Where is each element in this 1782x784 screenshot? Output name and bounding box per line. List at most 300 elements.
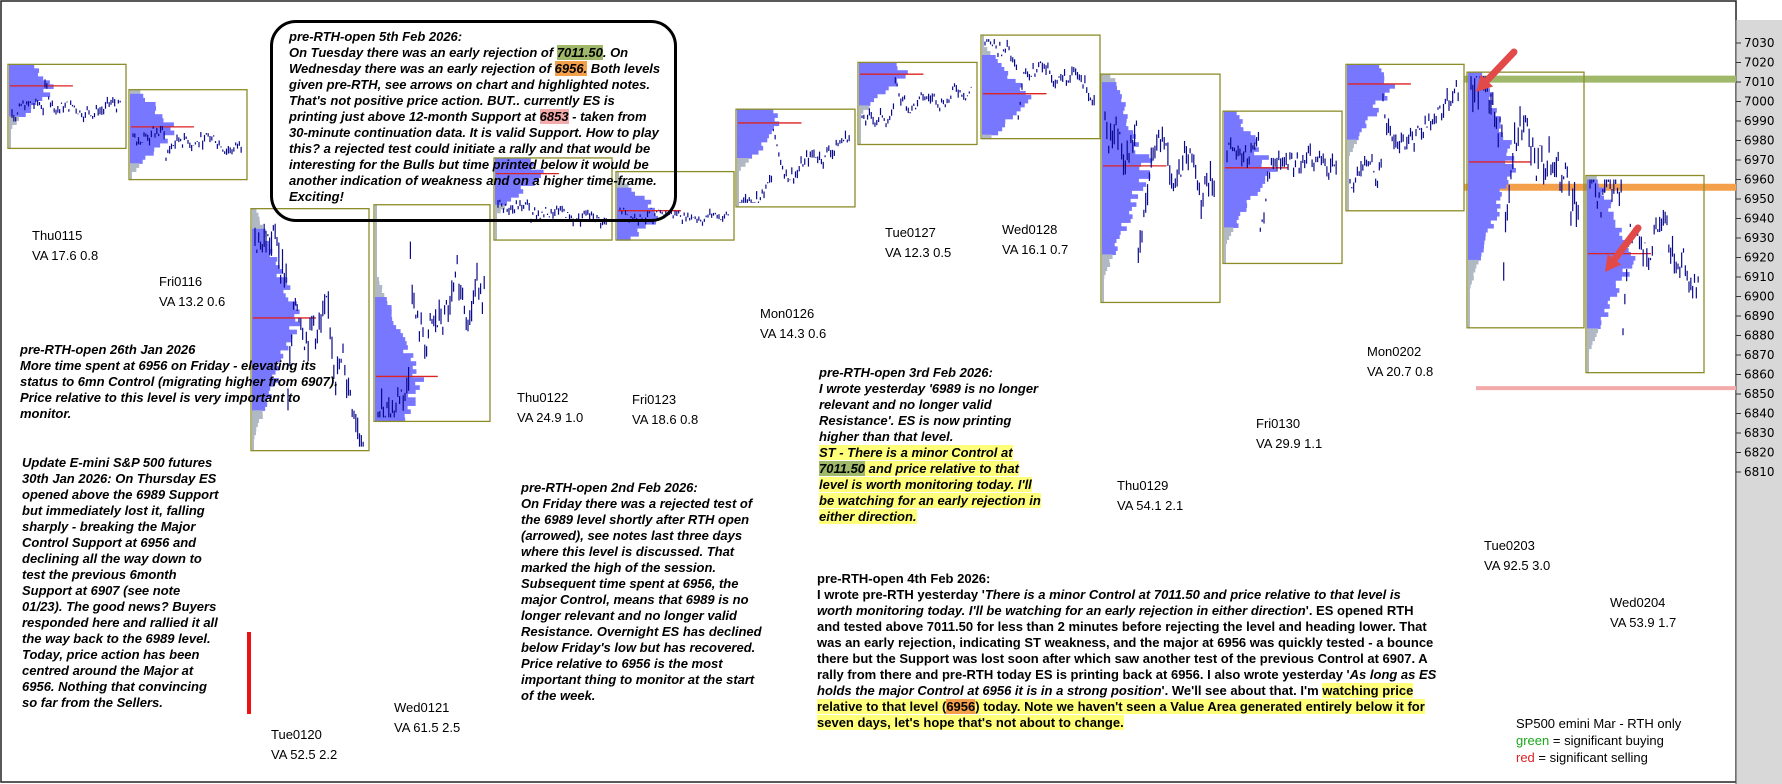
- volume-profile-row: [737, 166, 741, 171]
- volume-profile-row: [1468, 168, 1516, 173]
- volume-profile-row: [1102, 270, 1106, 275]
- volume-profile-row: [1587, 349, 1589, 354]
- volume-profile-row: [495, 224, 497, 229]
- note-3feb-level-7011: 7011.50: [819, 461, 866, 476]
- volume-profile-row: [982, 79, 1016, 84]
- note-5feb-level-7011: 7011.50: [556, 45, 603, 60]
- volume-profile-row: [982, 51, 990, 56]
- volume-profile-row: [1587, 324, 1601, 329]
- volume-profile-row: [1468, 216, 1497, 221]
- y-tick-label: 6970: [1744, 153, 1775, 167]
- volume-profile-row: [1468, 196, 1500, 201]
- volume-profile-row: [1587, 268, 1623, 273]
- volume-profile-row: [1468, 232, 1486, 237]
- volume-profile-row: [130, 94, 143, 99]
- volume-profile-row: [982, 35, 984, 40]
- volume-profile-row: [1347, 96, 1387, 101]
- volume-profile-row: [1224, 183, 1263, 188]
- volume-profile-row: [375, 257, 377, 262]
- volume-profile-row: [1102, 102, 1126, 107]
- volume-profile-row: [1347, 76, 1384, 81]
- session-label-Thu0122: Thu0122: [517, 390, 569, 405]
- volume-profile-row: [982, 107, 1021, 112]
- note-26jan-title: pre-RTH-open 26th Jan 2026: [20, 342, 196, 357]
- volume-profile-row: [1468, 148, 1507, 153]
- volume-profile-row: [9, 124, 12, 129]
- volume-profile-row: [9, 132, 11, 137]
- legend-green-text: = significant buying: [1549, 733, 1664, 748]
- volume-profile-row: [859, 94, 878, 99]
- volume-profile-row: [1587, 353, 1589, 358]
- volume-profile-row: [1587, 312, 1608, 317]
- volume-profile-row: [1587, 224, 1615, 229]
- volume-profile-row: [737, 109, 773, 114]
- volume-profile-row: [1224, 199, 1247, 204]
- volume-profile-row: [1347, 108, 1379, 113]
- volume-profile-row: [1587, 200, 1611, 205]
- volume-profile-row: [1468, 268, 1475, 273]
- y-tick-label: 6870: [1744, 348, 1775, 362]
- volume-profile-row: [1347, 136, 1359, 141]
- volume-profile-row: [1468, 236, 1485, 241]
- volume-profile-row: [495, 232, 497, 237]
- volume-profile-row: [1347, 112, 1377, 117]
- volume-profile-row: [1347, 171, 1349, 176]
- legend-green-row: [1516, 732, 1681, 749]
- volume-profile-row: [130, 110, 155, 115]
- volume-profile-row: [1468, 220, 1491, 225]
- volume-profile-row: [252, 253, 270, 258]
- note-4feb-text-f: watching price relative to that level (: [817, 683, 1414, 714]
- volume-profile-row: [1224, 179, 1265, 184]
- volume-profile-row: [1102, 166, 1139, 171]
- volume-profile-row: [1587, 276, 1622, 281]
- volume-profile-row: [252, 443, 254, 448]
- volume-profile-row: [130, 106, 156, 111]
- volume-profile-row: [1468, 296, 1470, 301]
- volume-profile-row: [1102, 170, 1150, 175]
- volume-profile-row: [1468, 224, 1494, 229]
- volume-profile-row: [737, 178, 739, 183]
- volume-profile-row: [1102, 198, 1131, 203]
- note-4feb-level-6956: 6956: [946, 699, 976, 714]
- volume-profile-row: [1224, 235, 1229, 240]
- legend-title: SP500 emini Mar - RTH only: [1516, 716, 1682, 731]
- volume-profile-row: [1224, 243, 1226, 248]
- volume-profile-row: [1587, 212, 1614, 217]
- volume-profile-row: [859, 98, 874, 103]
- volume-profile-row: [1347, 120, 1365, 125]
- volume-profile-row: [982, 83, 1022, 88]
- volume-profile-row: [252, 330, 297, 335]
- volume-profile-row: [375, 249, 377, 254]
- volume-profile-row: [252, 265, 280, 270]
- volume-profile-row: [1468, 256, 1481, 261]
- y-tick-label: 6930: [1744, 231, 1775, 245]
- volume-profile-row: [252, 225, 263, 230]
- volume-profile-row: [1102, 250, 1116, 255]
- note-26th-jan: [20, 342, 340, 422]
- volume-profile-row: [375, 341, 407, 346]
- note-4feb-text-h: ) today. Note we haven't seen a Value Area generated entirely below it for seven days, let's hope that's not about to change.: [817, 699, 1425, 730]
- volume-profile-row: [1347, 104, 1373, 109]
- y-tick-label: 6820: [1744, 445, 1775, 460]
- volume-profile-row: [982, 95, 1031, 100]
- volume-profile-row: [252, 322, 300, 327]
- volume-profile-row: [1224, 207, 1246, 212]
- volume-profile-row: [375, 237, 377, 242]
- volume-profile-row: [1347, 116, 1368, 121]
- volume-profile-row: [1468, 252, 1481, 257]
- volume-profile-row: [1347, 128, 1362, 133]
- session-va-Thu0122: VA 24.9 1.0: [517, 410, 584, 425]
- volume-profile-row: [1224, 175, 1265, 180]
- volume-profile-row: [1468, 184, 1507, 189]
- volume-profile-row: [1102, 118, 1127, 123]
- volume-profile-row: [9, 88, 43, 93]
- volume-profile-row: [1587, 328, 1598, 333]
- volume-profile-row: [1347, 163, 1349, 168]
- volume-profile-row: [375, 373, 412, 378]
- volume-profile-row: [1468, 188, 1500, 193]
- volume-profile-row: [1102, 182, 1146, 187]
- volume-profile-row: [1102, 190, 1132, 195]
- volume-profile-row: [737, 182, 739, 187]
- volume-profile-row: [1347, 155, 1349, 160]
- session-label-Wed0204: Wed0204: [1610, 595, 1666, 610]
- volume-profile-row: [859, 109, 863, 114]
- volume-profile-row: [1587, 340, 1593, 345]
- volume-profile-row: [375, 297, 387, 302]
- selling-marker: [247, 632, 251, 714]
- volume-profile-row: [1224, 171, 1267, 176]
- volume-profile-row: [252, 426, 256, 431]
- volume-profile-row: [1587, 320, 1601, 325]
- volume-profile-row: [1587, 361, 1589, 366]
- session-label-Wed0128: Wed0128: [1002, 222, 1058, 237]
- volume-profile-row: [130, 98, 145, 103]
- session-label-Tue0127: Tue0127: [885, 225, 936, 240]
- volume-profile-row: [1102, 82, 1116, 87]
- volume-profile-row: [130, 171, 132, 176]
- legend-red-word: red: [1516, 750, 1535, 765]
- volume-profile-row: [1468, 156, 1514, 161]
- volume-profile-row: [737, 154, 752, 159]
- note-5feb-text-g: - taken from 30-minute continuation data. It is valid Support. How to play this? a rejected test could initiate a rally and that would be interesting for the Bulls but time printed below it would be another indication of weakness and on a higher time-frame. Exciting!: [289, 109, 659, 204]
- volume-profile-row: [1468, 120, 1500, 125]
- volume-profile-row: [982, 47, 987, 52]
- volume-profile-row: [252, 261, 276, 266]
- volume-profile-row: [1347, 195, 1349, 200]
- volume-profile-row: [1468, 212, 1500, 217]
- volume-profile-row: [1468, 192, 1502, 197]
- volume-profile-row: [1224, 127, 1243, 132]
- note-3feb-title: pre-RTH-open 3rd Feb 2026:: [819, 365, 993, 380]
- session-va-Mon0202: VA 20.7 0.8: [1367, 364, 1434, 379]
- volume-profile-row: [1102, 174, 1150, 179]
- volume-profile-row: [859, 133, 861, 138]
- volume-profile-row: [1102, 150, 1135, 155]
- volume-profile-row: [9, 140, 11, 145]
- volume-profile-row: [252, 277, 287, 282]
- volume-profile-row: [1347, 187, 1349, 192]
- session-va-Mon0126: VA 14.3 0.6: [760, 326, 827, 341]
- volume-profile-row: [130, 102, 156, 107]
- volume-profile-row: [252, 269, 282, 274]
- volume-profile-row: [859, 66, 897, 71]
- session-va-Thu0129: VA 54.1 2.1: [1117, 498, 1184, 513]
- volume-profile-row: [1587, 304, 1610, 309]
- volume-profile-row: [1102, 186, 1143, 191]
- volume-profile-row: [375, 337, 405, 342]
- volume-profile-row: [1102, 278, 1104, 283]
- volume-profile-row: [1347, 167, 1349, 172]
- volume-profile-row: [1224, 203, 1247, 208]
- volume-profile-row: [737, 199, 739, 204]
- volume-profile-row: [375, 245, 377, 250]
- volume-profile-row: [1102, 274, 1104, 279]
- session-va-Fri0123: VA 18.6 0.8: [632, 412, 699, 427]
- volume-profile-row: [1102, 94, 1122, 99]
- session-label-Mon0202: Mon0202: [1367, 344, 1422, 359]
- volume-profile-row: [1347, 203, 1349, 208]
- volume-profile-row: [1468, 228, 1488, 233]
- volume-profile-row: [1587, 228, 1622, 233]
- volume-profile-row: [737, 125, 774, 130]
- volume-profile-row: [737, 191, 739, 196]
- volume-profile-row: [1347, 92, 1385, 97]
- session-label-Fri0116: Fri0116: [159, 274, 203, 289]
- volume-profile-row: [375, 273, 377, 278]
- volume-profile-row: [1468, 304, 1470, 309]
- volume-profile-row: [375, 365, 413, 370]
- volume-profile-row: [982, 39, 984, 44]
- volume-profile-row: [1468, 312, 1470, 317]
- volume-profile-row: [859, 90, 886, 95]
- volume-profile-row: [737, 134, 769, 139]
- volume-profile-row: [1224, 147, 1259, 152]
- volume-profile-row: [1224, 123, 1241, 128]
- session-label-Tue0203: Tue0203: [1484, 538, 1535, 553]
- volume-profile-row: [1347, 199, 1349, 204]
- volume-profile-row: [982, 123, 1005, 128]
- volume-profile-row: [859, 105, 869, 110]
- volume-profile-row: [1102, 238, 1116, 243]
- volume-profile-row: [1224, 111, 1237, 116]
- volume-profile-row: [982, 127, 1002, 132]
- volume-profile-row: [982, 131, 998, 136]
- volume-profile-row: [859, 82, 898, 87]
- volume-profile-row: [1468, 104, 1490, 109]
- volume-profile-row: [737, 158, 749, 163]
- volume-profile-row: [1587, 216, 1614, 221]
- volume-profile-row: [1102, 294, 1104, 299]
- volume-profile-row: [1347, 72, 1384, 77]
- volume-profile-row: [375, 305, 392, 310]
- volume-profile-row: [375, 321, 393, 326]
- volume-profile-row: [1224, 135, 1255, 140]
- volume-profile-row: [1347, 84, 1395, 89]
- volume-profile-row: [1224, 159, 1262, 164]
- note-5feb-text-a: On Tuesday there was an early rejection of: [289, 45, 557, 60]
- y-tick-label: 6910: [1744, 270, 1775, 284]
- volume-profile-row: [375, 345, 408, 350]
- volume-profile-row: [1468, 208, 1497, 213]
- note-4feb-quote-d: As long as ES holds the major Control at 6956 it is in a strong position: [817, 667, 1437, 698]
- volume-profile-row: [375, 353, 413, 358]
- volume-profile-row: [1468, 320, 1470, 325]
- y-tick-label: 6840: [1744, 406, 1775, 421]
- note-30jan-body: Update E-mini S&P 500 futures 30th Jan 2026: On Thursday ES opened above the 6989 Support but immediately lost it, falling sharply - breaking the Major Control Support at 6956 and declining all the way down to test the previous 6month Support at 6907 (see note 01/23). The good news? Buyers responded here and rallied it all the way back to the 6989 level. Today, price action has been centred around the Major at 6956. Nothing that convincing so far from the Sellers.: [22, 455, 219, 710]
- volume-profile-row: [1224, 215, 1239, 220]
- volume-profile-row: [982, 43, 984, 48]
- volume-profile-row: [375, 309, 392, 314]
- session-label-Fri0123: Fri0123: [632, 392, 677, 407]
- volume-profile-row: [1224, 227, 1233, 232]
- volume-profile-row: [375, 285, 382, 290]
- volume-profile-row: [9, 64, 34, 69]
- volume-profile-row: [1468, 244, 1484, 249]
- volume-profile-row: [737, 142, 761, 147]
- volume-profile-row: [982, 103, 1025, 108]
- volume-profile-row: [1468, 276, 1474, 281]
- volume-profile-row: [1102, 286, 1104, 291]
- volume-profile-row: [252, 257, 277, 262]
- volume-profile-row: [1224, 195, 1250, 200]
- volume-profile-row: [1347, 68, 1381, 73]
- volume-profile-row: [1224, 247, 1226, 252]
- y-tick-label: 6940: [1744, 211, 1775, 226]
- volume-profile-row: [9, 80, 50, 85]
- volume-profile-row: [252, 293, 286, 298]
- note-4th-feb: [817, 571, 1437, 731]
- note-3rd-feb: [819, 365, 1047, 525]
- volume-profile-row: [1587, 365, 1589, 370]
- volume-profile-row: [1102, 78, 1115, 83]
- volume-profile-row: [9, 68, 39, 73]
- volume-profile-row: [737, 113, 778, 118]
- volume-profile-row: [375, 265, 377, 270]
- volume-profile-row: [130, 118, 163, 123]
- volume-profile-row: [1102, 154, 1149, 159]
- note-4feb-text-e: '. We'll see about that. I'm: [1161, 683, 1323, 698]
- volume-profile-row: [617, 232, 639, 237]
- volume-profile-row: [1102, 266, 1107, 271]
- note-5th-feb: [270, 20, 677, 222]
- volume-profile-row: [252, 209, 256, 214]
- volume-profile-row: [130, 155, 145, 160]
- volume-profile-row: [1347, 88, 1390, 93]
- volume-profile-row: [1224, 131, 1251, 136]
- volume-profile-row: [737, 121, 779, 126]
- volume-profile-row: [130, 143, 160, 148]
- volume-profile-row: [252, 221, 260, 226]
- volume-profile-row: [375, 333, 403, 338]
- volume-profile-row: [737, 138, 767, 143]
- volume-profile-row: [1587, 332, 1597, 337]
- volume-profile-row: [1468, 260, 1479, 265]
- volume-profile-row: [252, 213, 258, 218]
- volume-profile-row: [1587, 344, 1592, 349]
- y-tick-label: 6980: [1744, 133, 1775, 148]
- volume-profile-row: [375, 357, 411, 362]
- volume-profile-row: [9, 72, 38, 77]
- y-tick-label: 6810: [1744, 465, 1775, 479]
- y-tick-label: 6830: [1744, 426, 1775, 440]
- y-tick-label: 6890: [1744, 309, 1775, 323]
- note-4feb-text-a: I wrote pre-RTH yesterday ': [817, 587, 985, 602]
- y-tick-label: 6920: [1744, 250, 1775, 265]
- session-va-Tue0203: VA 92.5 3.0: [1484, 558, 1551, 573]
- volume-profile-row: [1587, 184, 1599, 189]
- volume-profile-row: [1468, 308, 1470, 313]
- volume-profile-row: [1102, 246, 1118, 251]
- volume-profile-row: [737, 162, 745, 167]
- note-5feb-text-e: Both levels given pre-RTH, see arrows on chart and highlighted notes. That's not positive price action. BUT.. currently ES is printing just above 12-month Support at: [289, 61, 661, 124]
- note-2feb-title: pre-RTH-open 2nd Feb 2026:: [521, 480, 698, 495]
- y-tick-label: 7010: [1744, 75, 1775, 89]
- volume-profile-row: [375, 329, 401, 334]
- volume-profile-row: [1224, 155, 1269, 160]
- volume-profile-row: [1468, 288, 1470, 293]
- volume-profile-row: [737, 117, 775, 122]
- volume-profile-row: [1468, 180, 1508, 185]
- volume-profile-row: [252, 281, 287, 286]
- note-30th-jan: [22, 455, 222, 711]
- volume-profile-row: [1224, 119, 1243, 124]
- volume-profile-row: [737, 146, 763, 151]
- volume-profile-row: [130, 114, 162, 119]
- volume-profile-row: [859, 101, 870, 106]
- volume-profile-row: [1587, 357, 1589, 362]
- session-label-Fri0130: Fri0130: [1256, 416, 1301, 431]
- volume-profile-row: [252, 273, 277, 278]
- y-tick-label: 6960: [1744, 172, 1775, 187]
- volume-profile-row: [1102, 234, 1120, 239]
- volume-profile-row: [1587, 308, 1604, 313]
- volume-profile-row: [130, 90, 140, 95]
- volume-profile-row: [375, 349, 403, 354]
- volume-profile-row: [1468, 316, 1470, 321]
- volume-profile-row: [1224, 231, 1231, 236]
- volume-profile-row: [1468, 264, 1476, 269]
- session-va-Thu0115: VA 17.6 0.8: [32, 248, 99, 263]
- note-5feb-text-c: . On Wednesday there was an early rejection of: [289, 45, 629, 76]
- volume-profile-row: [9, 92, 50, 97]
- legend-green-word: green: [1516, 733, 1550, 748]
- volume-profile-row: [1587, 272, 1630, 277]
- volume-profile-row: [1587, 288, 1619, 293]
- note-3feb-text-d: and price relative to that level is worth monitoring today. I'll be watching for an early rejection in either direction.: [819, 461, 1041, 524]
- volume-profile-row: [982, 71, 1008, 76]
- volume-profile-row: [9, 104, 31, 109]
- volume-profile-row: [252, 297, 288, 302]
- volume-profile-row: [375, 269, 377, 274]
- volume-profile-row: [1102, 214, 1133, 219]
- volume-profile-row: [1102, 194, 1138, 199]
- y-tick-label: 6900: [1744, 289, 1775, 304]
- legend-red-row: [1516, 749, 1681, 766]
- volume-profile-row: [1102, 178, 1139, 183]
- volume-profile-row: [495, 228, 497, 233]
- volume-profile-row: [1468, 144, 1510, 149]
- note-4feb-text-c: '. ES opened RTH and tested above 7011.50 for less than 2 minutes before rejecting the level and heading lower. That was an early rejection, indicating ST weakness, and the major at 6956 was quickly tested - a bounce there but the Support was lost soon after which saw another test of the previous Control at 6907. A rally from there and pre-RTH today ES is printing back at 6956. I also wrote yesterday ': [817, 603, 1434, 682]
- volume-profile-row: [1102, 206, 1132, 211]
- y-tick-label: 6850: [1744, 387, 1775, 401]
- volume-profile-row: [1102, 114, 1128, 119]
- volume-profile-row: [130, 131, 174, 136]
- session-va-Fri0130: VA 29.9 1.1: [1256, 436, 1323, 451]
